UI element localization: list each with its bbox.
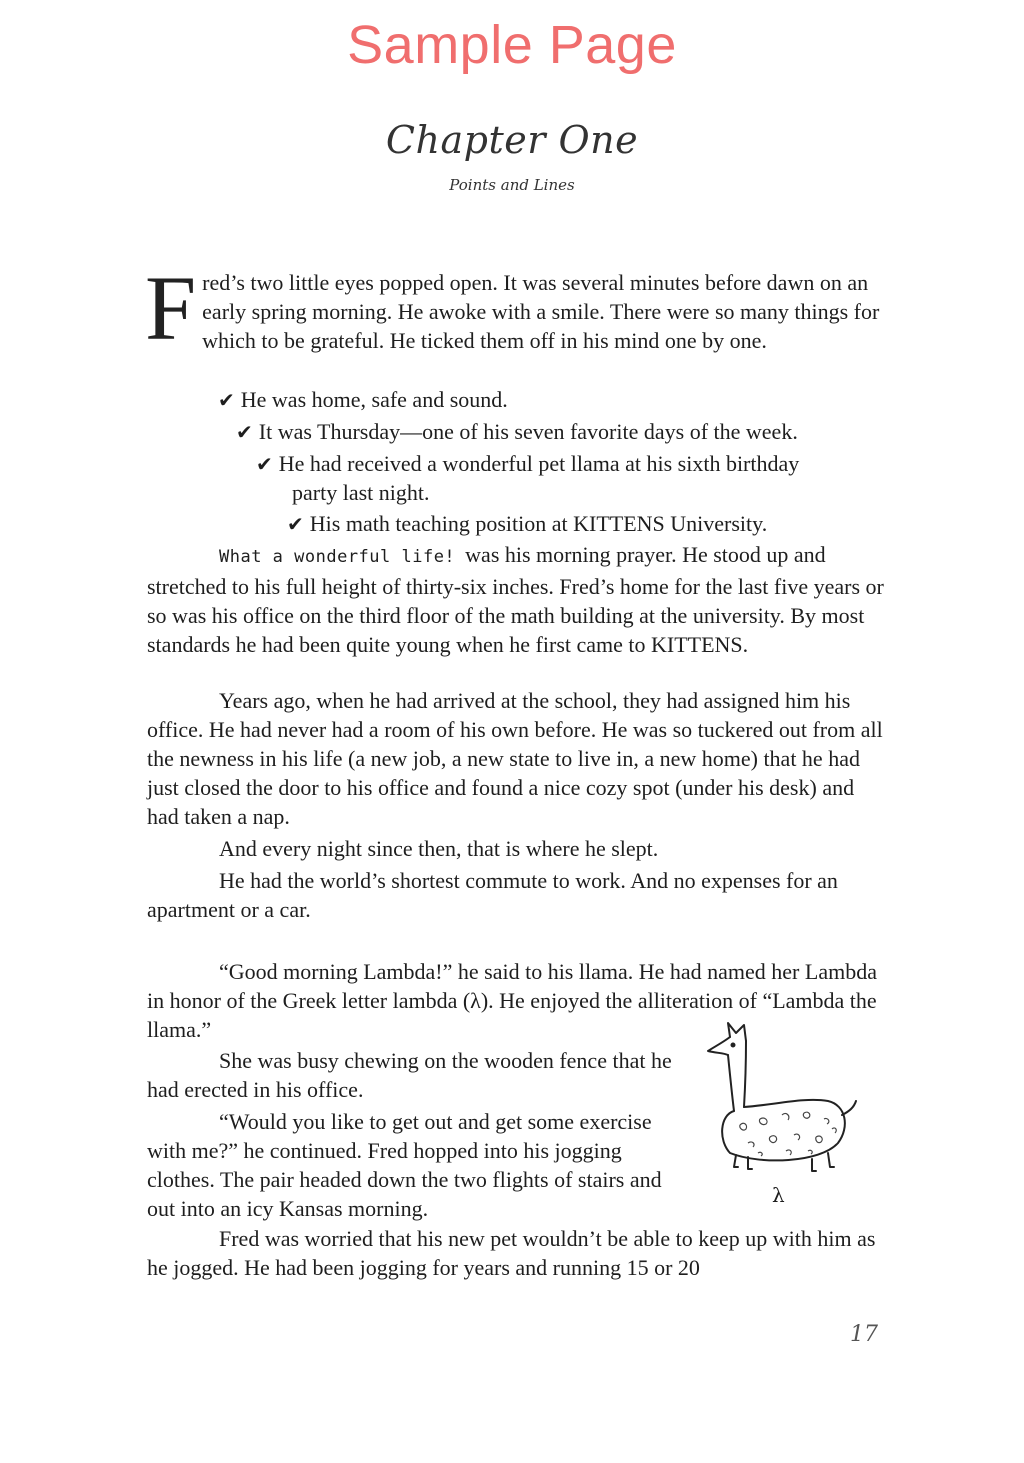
paragraph-commute: [147, 866, 887, 924]
checklist-text: It was Thursday—one of his seven favorite days of the week.: [258, 419, 798, 444]
checkmark-icon: ✔: [287, 512, 304, 536]
checklist-continuation: party last night.: [292, 480, 430, 505]
paragraph-text: Years ago, when he had arrived at the school, they had assigned him his office. He had never had a room of his own before. He was so tuckered out from all the newness in his life (a new job, a new state to live in, a new home) that he had just closed the door to his office and found a nice cozy spot (under his desk) and had taken a nap.: [147, 688, 883, 829]
paragraph-prayer: [147, 540, 887, 659]
checklist-text: He had received a wonderful pet llama at his sixth birthday: [278, 451, 800, 476]
checklist-text: He was home, safe and sound.: [240, 387, 508, 412]
paragraph-text: was his morning prayer. He stood up and stretched to his full height of thirty-six inches. Fred’s home for the last five years or so was his office on the third floor of the math building at the university. By most standards he had been quite young when he first came to KITTENS.: [147, 542, 884, 657]
checklist-item: [287, 509, 767, 539]
checkmark-icon: ✔: [218, 388, 235, 412]
llama-illustration: [700, 1015, 870, 1205]
paragraph-text: Fred was worried that his new pet wouldn’t be able to keep up with him as he jogged. He had been jogging for years and running 15 or 20: [147, 1226, 876, 1280]
checklist-item: [218, 385, 508, 415]
checklist-item: [236, 417, 798, 447]
sample-page-watermark: Sample Page: [347, 15, 677, 75]
paragraph-text: “Would you like to get out and get some exercise with me?” he continued. Fred hopped into his jogging clothes. The pair headed down the two flights of stairs and out into an icy Kansas morning.: [147, 1109, 662, 1221]
paragraph-text: “Good morning Lambda!” he said to his llama. He had named her Lambda in honor of the Greek letter lambda (λ). He enjoyed the alliteration of “Lambda the llama.”: [147, 959, 877, 1042]
paragraph-text: He had the world’s shortest commute to work. And no expenses for an apartment or a car.: [147, 868, 838, 922]
paragraph-jogging: [147, 1224, 887, 1282]
checkmark-icon: ✔: [236, 420, 253, 444]
handwritten-prayer: What a wonderful life!: [219, 547, 456, 567]
paragraph-text: And every night since then, that is where he slept.: [219, 836, 659, 861]
llama-caption: λ: [772, 1183, 785, 1207]
checklist-item: [256, 449, 799, 479]
chapter-subtitle: Points and Lines: [449, 176, 575, 194]
chapter-title: Chapter One: [385, 118, 639, 162]
paragraph-office: [147, 686, 887, 831]
paragraph-text: She was busy chewing on the wooden fence that he had erected in his office.: [147, 1048, 672, 1102]
opening-paragraph: [145, 257, 887, 359]
opening-text: red’s two little eyes popped open. It was several minutes before dawn on an early spring morning. He awoke with a smile. There were so many things for which to be grateful. He ticked them off in his mind one by one.: [202, 270, 880, 353]
drop-cap: F: [145, 257, 197, 359]
paragraph-fence: [147, 1046, 707, 1104]
checklist-text: His math teaching position at KITTENS University.: [309, 511, 768, 536]
paragraph-slept: [147, 834, 887, 863]
checkmark-icon: ✔: [256, 452, 273, 476]
page-number: 17: [850, 1322, 878, 1347]
paragraph-exercise: [147, 1107, 695, 1223]
